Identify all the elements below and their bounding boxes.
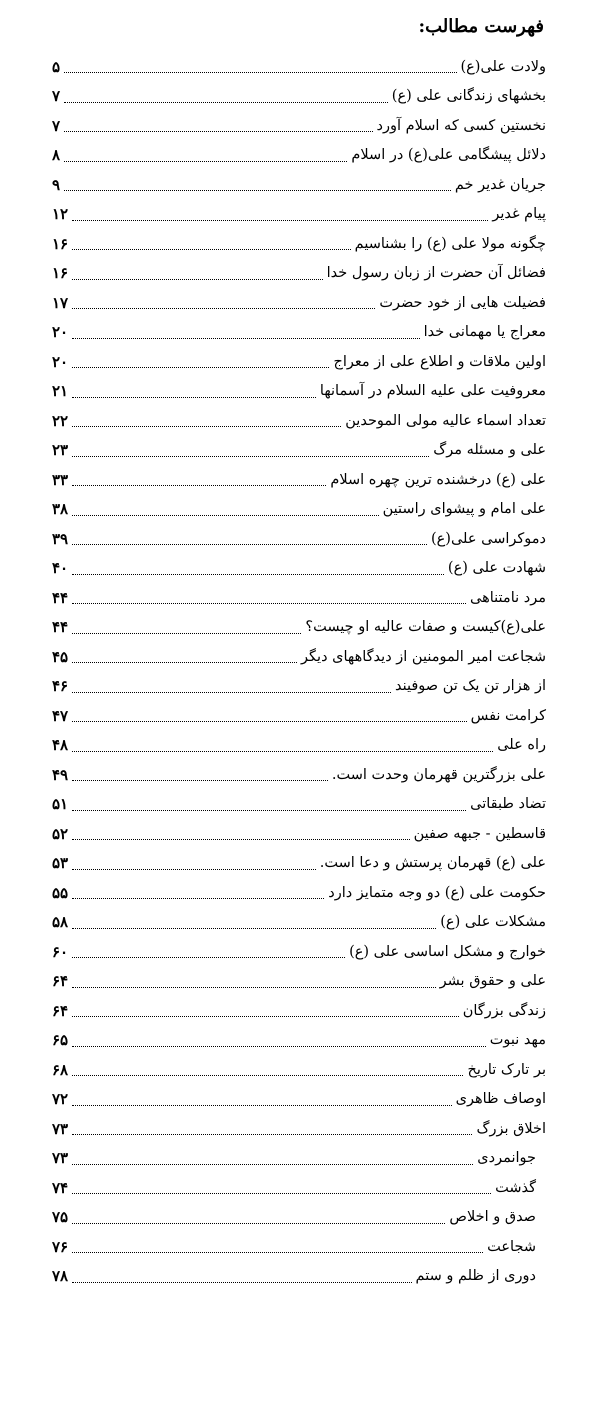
toc-entry [52, 1085, 546, 1115]
toc-page-number: ۷۴ [52, 1178, 69, 1197]
toc-page-number: ۱۲ [52, 205, 69, 224]
dot-leader [72, 1193, 491, 1194]
toc-entry-title: زندگی بزرگان [462, 1002, 546, 1019]
toc-page-number: ۳۳ [52, 470, 69, 489]
toc-page-number: ۸ [52, 146, 61, 165]
toc-entry [52, 583, 546, 613]
toc-entry-title: دلائل پیشگامی علی(ع) در اسلام [351, 147, 546, 164]
toc-page-number: ۶۰ [52, 942, 69, 961]
toc-entry-title: دموکراسی علی(ع) [431, 530, 546, 547]
toc-page-number: ۶۴ [52, 1001, 69, 1020]
toc-entry [52, 819, 546, 849]
dot-leader [72, 1046, 486, 1047]
toc-entry [52, 347, 546, 377]
toc-entry [52, 495, 546, 525]
toc-entry-title: تضاد طبقاتی [470, 796, 546, 813]
toc-page-number: ۴۵ [52, 647, 69, 666]
dot-leader [72, 249, 351, 250]
toc-entry-title: مهد نبوت [489, 1032, 546, 1049]
toc-entry [52, 377, 546, 407]
dot-leader [72, 220, 488, 221]
dot-leader [72, 544, 427, 545]
dot-leader [72, 1075, 463, 1076]
toc-entry [52, 318, 546, 348]
dot-leader [72, 1164, 473, 1165]
toc-entry-title: تعداد اسماء عالیه مولی الموحدین [345, 412, 546, 429]
dot-leader [72, 485, 326, 486]
toc-entry [52, 554, 546, 584]
dot-leader [72, 397, 316, 398]
toc-entry-title: علی(ع)کیست و صفات عالیه او چیست؟ [305, 619, 546, 636]
toc-page-number: ۲۰ [52, 352, 69, 371]
toc-entry-title: مشکلات علی (ع) [440, 914, 546, 931]
toc-entry [52, 1114, 546, 1144]
toc-page-number: ۴۷ [52, 706, 69, 725]
toc-entry [52, 259, 546, 289]
dot-leader [72, 279, 322, 280]
toc-page-number: ۶۸ [52, 1060, 69, 1079]
dot-leader [72, 987, 435, 988]
toc-entry-title: معروفیت علی علیه السلام در آسمانها [319, 383, 546, 400]
dot-leader [64, 131, 372, 132]
toc-page-number: ۴۶ [52, 677, 69, 696]
toc-entry-title: اوصاف ظاهری [455, 1091, 546, 1108]
toc-entry-title: پیام غدیر [492, 206, 546, 223]
toc-entry-title: خوارج و مشکل اساسی علی (ع) [349, 943, 546, 960]
toc-title: فهرست مطالب: [418, 16, 544, 37]
toc-entry-title: معراج یا مهمانی خدا [423, 324, 546, 341]
toc-entry [52, 1026, 546, 1056]
toc-page-number: ۹ [52, 175, 61, 194]
toc-entry-title: شجاعت [487, 1238, 536, 1255]
dot-leader [72, 780, 328, 781]
toc-entry-title: صدق و اخلاص [449, 1209, 536, 1226]
toc-entry-title: اخلاق بزرگ [476, 1120, 546, 1137]
dot-leader [72, 957, 345, 958]
toc-entry-title: ولادت علی(ع) [460, 58, 546, 75]
toc-entry [52, 170, 546, 200]
toc-entry [52, 52, 546, 82]
toc-entry [52, 967, 546, 997]
toc-page-number: ۴۴ [52, 618, 69, 637]
dot-leader [72, 721, 466, 722]
toc-entry [52, 613, 546, 643]
toc-page-number: ۷۳ [52, 1119, 69, 1138]
dot-leader [72, 1016, 459, 1017]
dot-leader [72, 574, 444, 575]
dot-leader [72, 1223, 445, 1224]
toc-entry [52, 141, 546, 171]
dot-leader [72, 751, 493, 752]
toc-entry [52, 1232, 546, 1262]
toc-page-number: ۱۷ [52, 293, 69, 312]
toc-page-number: ۵ [52, 57, 61, 76]
toc-page-number: ۱۶ [52, 264, 69, 283]
toc-entry [52, 731, 546, 761]
dot-leader [64, 161, 347, 162]
toc-entry-title: حکومت علی (ع) دو وجه متمایز دارد [328, 884, 546, 901]
dot-leader [72, 367, 329, 368]
dot-leader [72, 662, 297, 663]
toc-entry-title: فضائل آن حضرت از زبان رسول خدا [326, 265, 546, 282]
toc-entry-title: فضیلت هایی از خود حضرت [379, 294, 546, 311]
toc-page-number: ۶۴ [52, 972, 69, 991]
dot-leader [72, 1282, 411, 1283]
toc-entry [52, 642, 546, 672]
toc-entry-title: علی امام و پیشوای راستین [382, 501, 546, 518]
toc-entry [52, 701, 546, 731]
toc-entry-title: مرد نامتناهی [470, 589, 546, 606]
toc-entry [52, 82, 546, 112]
toc-page-number: ۷۲ [52, 1090, 69, 1109]
toc-entry-title: جریان غدیر خم [454, 176, 546, 193]
toc-entry [52, 1144, 546, 1174]
toc-page-number: ۵۱ [52, 795, 69, 814]
toc-entry [52, 908, 546, 938]
toc-entry-title: شهادت علی (ع) [447, 560, 546, 577]
toc-page-number: ۵۵ [52, 883, 69, 902]
dot-leader [64, 190, 451, 191]
toc-page-number: ۵۲ [52, 824, 69, 843]
toc-entry-title: بر تارک تاریخ [467, 1061, 546, 1078]
toc-entry-title: علی (ع) قهرمان پرستش و دعا است. [319, 855, 546, 872]
dot-leader [72, 1252, 483, 1253]
dot-leader [72, 839, 409, 840]
toc-page-number: ۲۰ [52, 323, 69, 342]
toc-entry-title: بخشهای زندگانی علی (ع) [391, 88, 546, 105]
toc-entry [52, 996, 546, 1026]
toc-entry [52, 1055, 546, 1085]
dot-leader [64, 72, 456, 73]
dot-leader [72, 308, 375, 309]
toc-page-number: ۲۱ [52, 382, 69, 401]
toc-entry [52, 790, 546, 820]
toc-entry [52, 937, 546, 967]
dot-leader [64, 102, 388, 103]
dot-leader [72, 426, 341, 427]
dot-leader [72, 338, 419, 339]
toc-entry [52, 406, 546, 436]
toc-page-number: ۲۳ [52, 441, 69, 460]
toc-page-number: ۷۳ [52, 1149, 69, 1168]
toc-entry [52, 1173, 546, 1203]
toc-entry [52, 436, 546, 466]
toc-page-number: ۶۵ [52, 1031, 69, 1050]
toc-entry-title: گذشت [495, 1179, 536, 1196]
toc-page-number: ۷ [52, 87, 61, 106]
dot-leader [72, 869, 316, 870]
toc-entry [52, 200, 546, 230]
toc-page-number: ۴۹ [52, 765, 69, 784]
dot-leader [72, 928, 436, 929]
toc-entry [52, 288, 546, 318]
toc-entry-title: قاسطین - جبهه صفین [413, 825, 546, 842]
toc-entry [52, 760, 546, 790]
toc-entry [52, 878, 546, 908]
dot-leader [72, 692, 391, 693]
toc-entry [52, 849, 546, 879]
toc-entry-title: نخستین کسی که اسلام آورد [376, 117, 546, 134]
toc-page-number: ۴۴ [52, 588, 69, 607]
toc-page-number: ۷ [52, 116, 61, 135]
toc-entry-title: علی بزرگترین قهرمان وحدت است. [331, 766, 546, 783]
dot-leader [72, 1105, 452, 1106]
toc-page-number: ۵۳ [52, 854, 69, 873]
toc-entry-title: شجاعت امیر المومنین از دیدگاههای دیگر [301, 648, 546, 665]
toc-list [52, 52, 546, 1291]
toc-page-number: ۲۲ [52, 411, 69, 430]
toc-entry-title: از هزار تن یک تن صوفیند [394, 678, 546, 695]
toc-entry [52, 229, 546, 259]
toc-entry-title: علی (ع) درخشنده ترین چهره اسلام [330, 471, 546, 488]
dot-leader [72, 515, 379, 516]
toc-entry [52, 1262, 546, 1292]
dot-leader [72, 633, 301, 634]
toc-entry [52, 524, 546, 554]
dot-leader [72, 898, 324, 899]
toc-entry-title: علی و حقوق بشر [439, 973, 546, 990]
toc-page-number: ۷۶ [52, 1237, 69, 1256]
toc-entry [52, 672, 546, 702]
toc-entry [52, 1203, 546, 1233]
toc-page-number: ۵۸ [52, 913, 69, 932]
toc-page-number: ۷۸ [52, 1267, 69, 1286]
toc-entry-title: چگونه مولا علی (ع) را بشناسیم [354, 235, 546, 252]
toc-page-number: ۷۵ [52, 1208, 69, 1227]
toc-entry [52, 111, 546, 141]
toc-entry-title: راه علی [497, 737, 546, 754]
toc-page-number: ۳۹ [52, 529, 69, 548]
toc-entry-title: دوری از ظلم و ستم [415, 1268, 536, 1285]
toc-entry-title: جوانمردی [477, 1150, 536, 1167]
dot-leader [72, 1134, 472, 1135]
toc-page-number: ۴۰ [52, 559, 69, 578]
toc-entry-title: اولین ملاقات و اطلاع علی از معراج [333, 353, 546, 370]
toc-entry-title: کرامت نفس [470, 707, 546, 724]
toc-page-number: ۴۸ [52, 736, 69, 755]
dot-leader [72, 810, 466, 811]
toc-page-number: ۳۸ [52, 500, 69, 519]
dot-leader [72, 603, 466, 604]
toc-entry-title: علی و مسئله مرگ [433, 442, 546, 459]
dot-leader [72, 456, 429, 457]
toc-page-number: ۱۶ [52, 234, 69, 253]
toc-entry [52, 465, 546, 495]
